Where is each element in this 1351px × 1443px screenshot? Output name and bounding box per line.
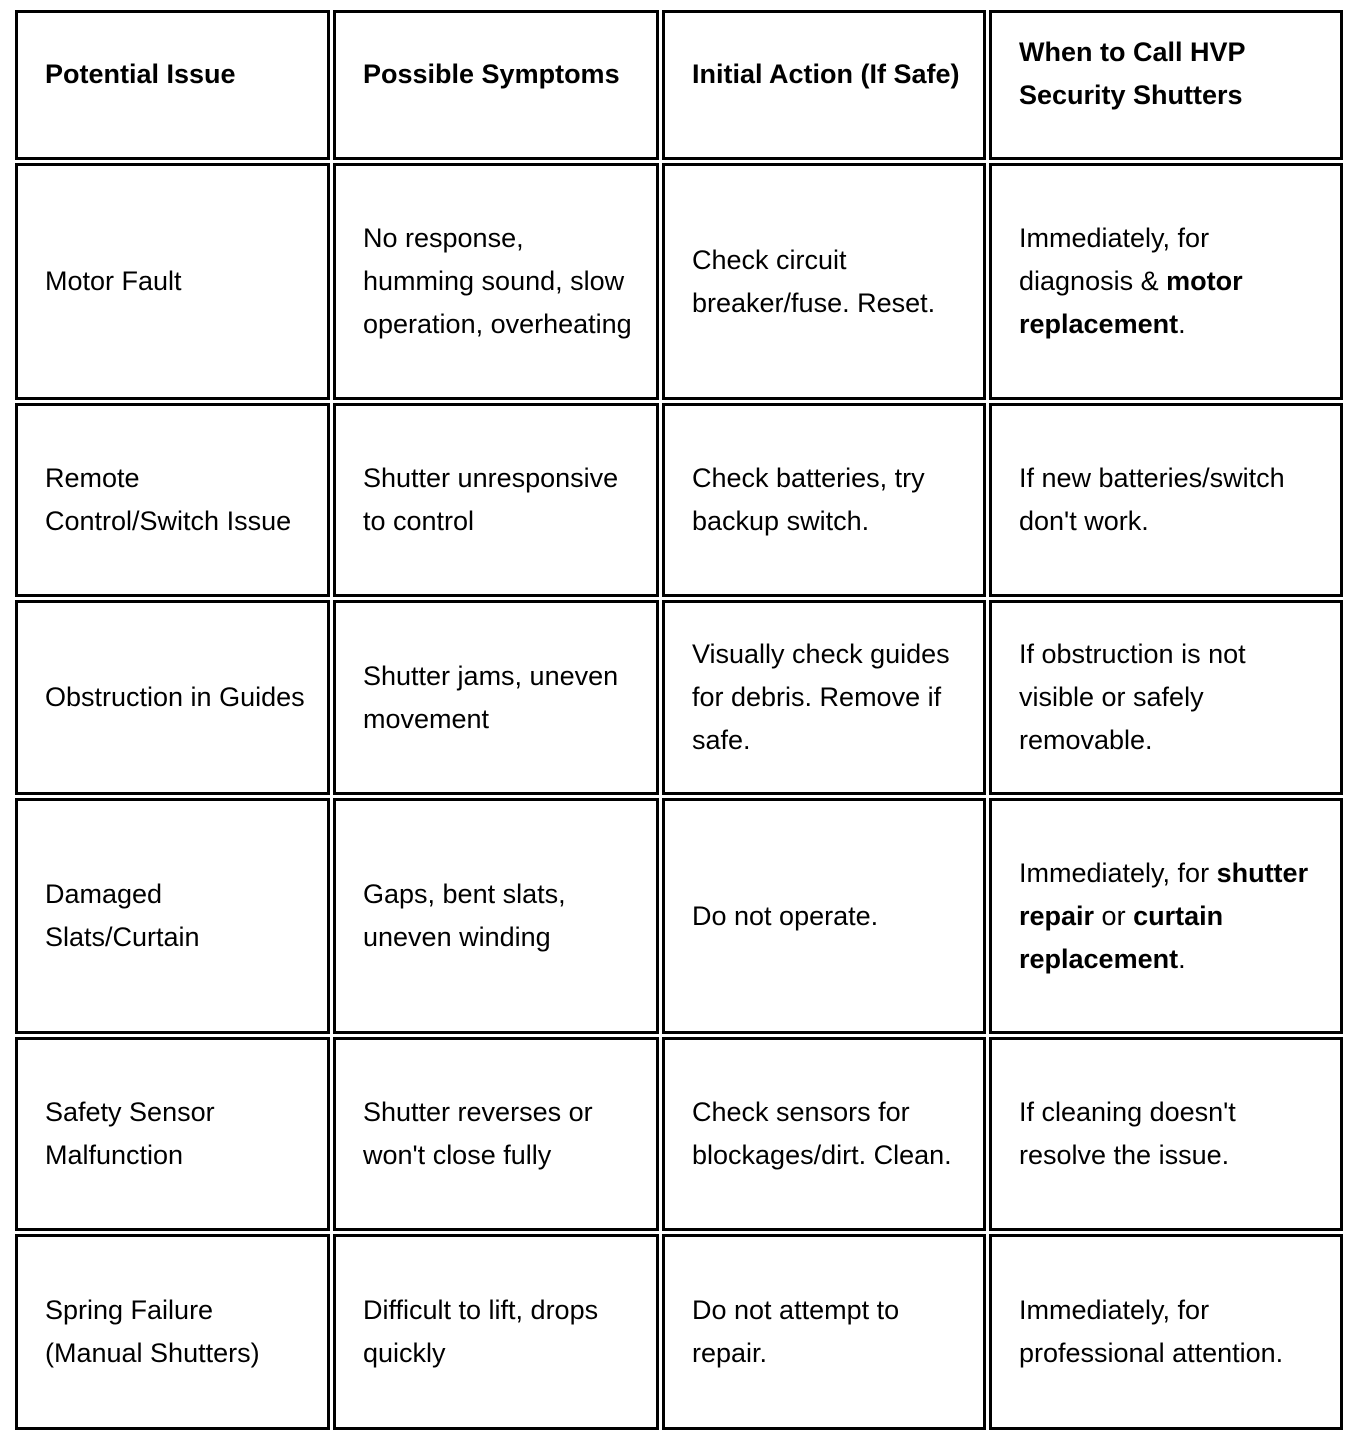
text-segment: or <box>1094 900 1134 931</box>
table-row <box>15 600 1343 795</box>
header-when-to-call: When to Call HVP Security Shutters <box>989 10 1343 160</box>
action-cell: Check circuit breaker/fuse. Reset. <box>662 163 986 400</box>
action-cell: Do not attempt to repair. <box>662 1234 986 1430</box>
table-row <box>15 798 1343 1034</box>
text-segment: If obstruction is not visible or safely removable. <box>1019 639 1246 755</box>
issue-cell: Obstruction in Guides <box>15 600 330 795</box>
action-cell: Visually check guides for debris. Remove if safe. <box>662 600 986 795</box>
text-segment: . <box>1178 943 1186 974</box>
emphasized-text: curtain replacement <box>1019 900 1224 974</box>
when-to-call-cell <box>989 163 1343 400</box>
emphasized-text: motor replacement <box>1019 266 1243 339</box>
symptoms-cell: Shutter reverses or won't close fully <box>333 1037 659 1231</box>
issue-cell: Safety Sensor Malfunction <box>15 1037 330 1231</box>
when-to-call-cell <box>989 403 1343 597</box>
header-row <box>15 10 1343 160</box>
action-cell: Do not operate. <box>662 798 986 1034</box>
text-segment: If new batteries/switch don't work. <box>1019 463 1285 536</box>
issue-cell: Damaged Slats/Curtain <box>15 798 330 1034</box>
issue-cell: Motor Fault <box>15 163 330 400</box>
header-initial-action: Initial Action (If Safe) <box>662 10 986 160</box>
when-to-call-cell <box>989 798 1343 1034</box>
issue-cell: Spring Failure (Manual Shutters) <box>15 1234 330 1430</box>
table-row <box>15 1234 1343 1430</box>
when-to-call-cell <box>989 600 1343 795</box>
table-row <box>15 1037 1343 1231</box>
emphasized-text: shutter repair <box>1019 857 1309 931</box>
symptoms-cell: Gaps, bent slats, uneven winding <box>333 798 659 1034</box>
text-segment: Immediately, for diagnosis & <box>1019 223 1210 296</box>
header-potential-issue: Potential Issue <box>15 10 330 160</box>
text-segment: . <box>1178 309 1186 339</box>
when-to-call-cell <box>989 1234 1343 1430</box>
issue-cell: Remote Control/Switch Issue <box>15 403 330 597</box>
table-row <box>15 403 1343 597</box>
text-segment: Immediately, for <box>1019 857 1217 888</box>
symptoms-cell: Shutter jams, uneven movement <box>333 600 659 795</box>
troubleshooting-table <box>12 7 1346 1433</box>
header-possible-symptoms: Possible Symptoms <box>333 10 659 160</box>
symptoms-cell: No response, humming sound, slow operation, overheating <box>333 163 659 400</box>
symptoms-cell: Shutter unresponsive to control <box>333 403 659 597</box>
table-row <box>15 163 1343 400</box>
text-segment: Immediately, for professional attention. <box>1019 1295 1284 1368</box>
action-cell: Check sensors for blockages/dirt. Clean. <box>662 1037 986 1231</box>
action-cell: Check batteries, try backup switch. <box>662 403 986 597</box>
symptoms-cell: Difficult to lift, drops quickly <box>333 1234 659 1430</box>
text-segment: If cleaning doesn't resolve the issue. <box>1019 1097 1236 1170</box>
when-to-call-cell <box>989 1037 1343 1231</box>
